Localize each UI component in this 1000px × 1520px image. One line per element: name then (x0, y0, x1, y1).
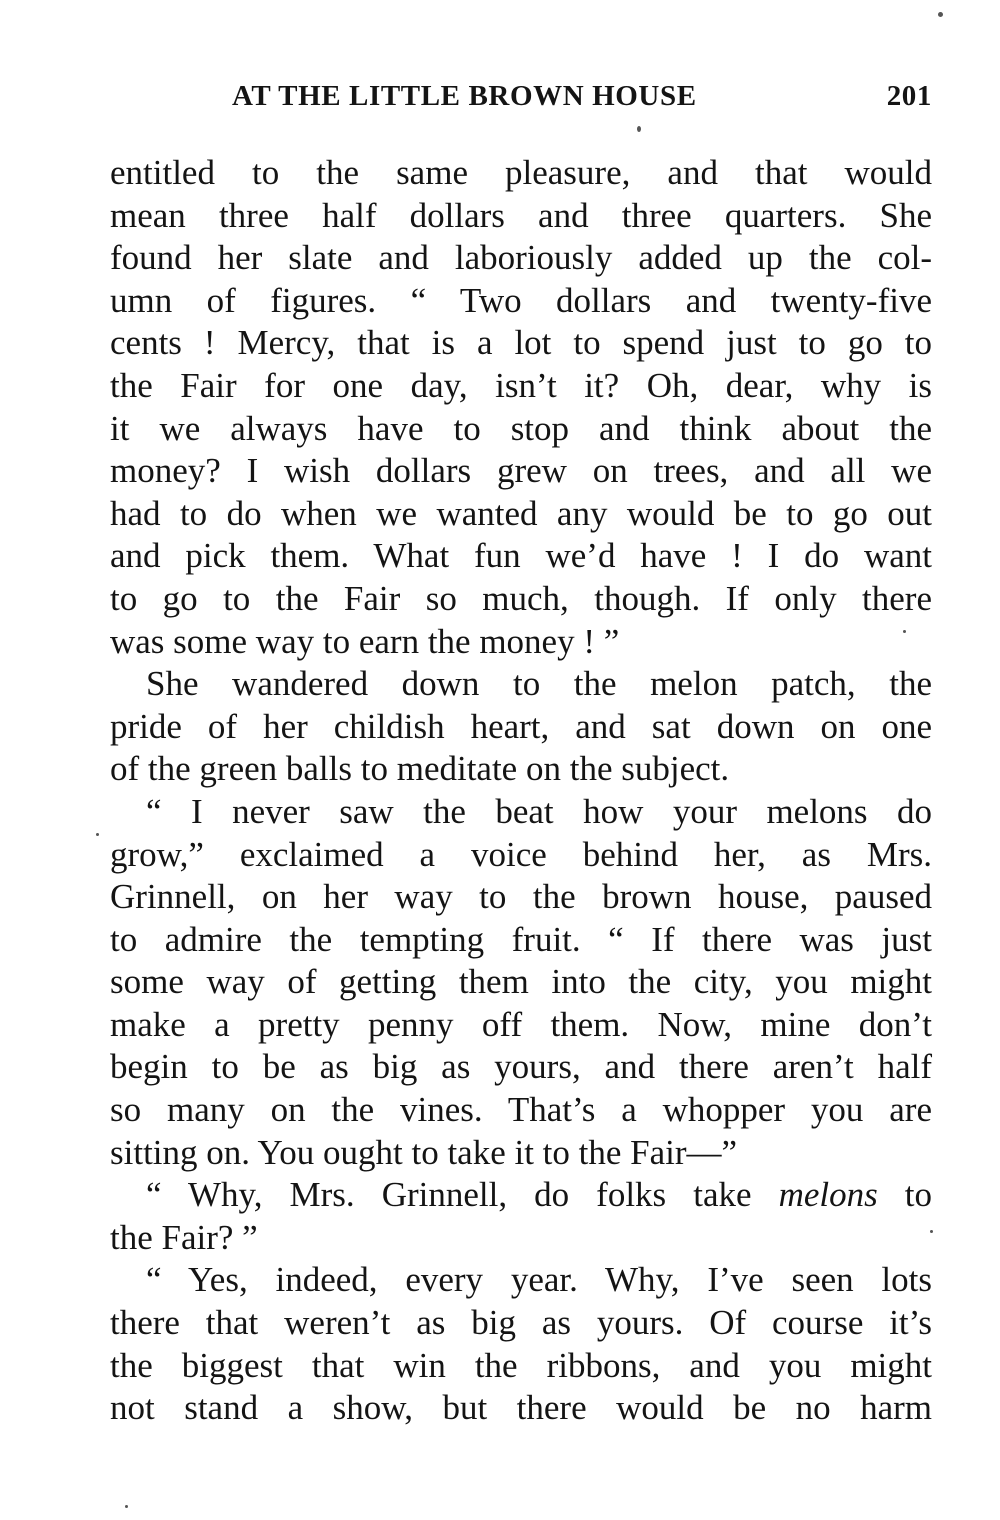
text-line: the biggest that win the ribbons, and you might (110, 1345, 932, 1385)
text-line: had to do when we wanted any would be to go out (110, 493, 932, 533)
emphasized-word: melons (778, 1175, 878, 1215)
paper-speck (930, 1230, 933, 1233)
running-title: AT THE LITTLE BROWN HOUSE (232, 80, 697, 112)
text-line: make a pretty penny off them. Now, mine don’t (110, 1004, 932, 1044)
page-number: 201 (886, 80, 932, 112)
paragraph-first-line (110, 1174, 932, 1217)
paragraph-first-line: “ I never saw the beat how your melons do (146, 791, 932, 831)
text-line: money? I wish dollars grew on trees, and all we (110, 451, 932, 491)
text-line: not stand a show, but there would be no harm (110, 1388, 932, 1428)
paragraph-first-line: “ Yes, indeed, every year. Why, I’ve seen lots (146, 1260, 932, 1300)
body-text (110, 152, 932, 1430)
text-line: umn of figures. “ Two dollars and twenty-five (110, 280, 932, 320)
paper-speck (903, 630, 906, 633)
text-run: “ Why, Mrs. Grinnell, do folks take (146, 1175, 779, 1215)
text-line: entitled to the same pleasure, and that would (110, 153, 932, 192)
text-line: of the green balls to meditate on the subject. (110, 749, 730, 789)
text-line: to go to the Fair so much, though. If only there (110, 578, 932, 618)
paper-speck (96, 833, 99, 836)
text-line: there that weren’t as big as yours. Of course it’s (110, 1303, 932, 1343)
text-line: sitting on. You ought to take it to the Fair—” (110, 1132, 738, 1172)
text-line: the Fair? ” (110, 1217, 258, 1257)
paper-speck (637, 126, 641, 132)
text-line: some way of getting them into the city, you might (110, 962, 932, 1002)
text-line: it we always have to stop and think about the (110, 408, 932, 448)
text-line: Grinnell, on her way to the brown house, paused (110, 877, 932, 917)
text-line: cents ! Mercy, that is a lot to spend just to go to (110, 323, 932, 363)
text-line: mean three half dollars and three quarters. She (110, 195, 932, 235)
text-line: the Fair for one day, isn’t it? Oh, dear, why is (110, 365, 932, 405)
text-line: and pick them. What fun we’d have ! I do want (110, 536, 932, 576)
text-line: pride of her childish heart, and sat down on one (110, 706, 932, 746)
text-line: to admire the tempting fruit. “ If there was just (110, 919, 932, 959)
paragraph-first-line: She wandered down to the melon patch, the (146, 664, 932, 704)
text-line: found her slate and laboriously added up the col- (110, 238, 932, 278)
text-run: to (877, 1175, 932, 1215)
text-line: was some way to earn the money ! ” (110, 621, 620, 661)
text-line: begin to be as big as yours, and there aren’t half (110, 1047, 932, 1087)
running-header (232, 80, 932, 120)
paper-speck (938, 12, 943, 17)
paper-speck (125, 1505, 128, 1508)
text-line: so many on the vines. That’s a whopper you are (110, 1090, 932, 1130)
text-line: grow,” exclaimed a voice behind her, as Mrs. (110, 834, 932, 874)
